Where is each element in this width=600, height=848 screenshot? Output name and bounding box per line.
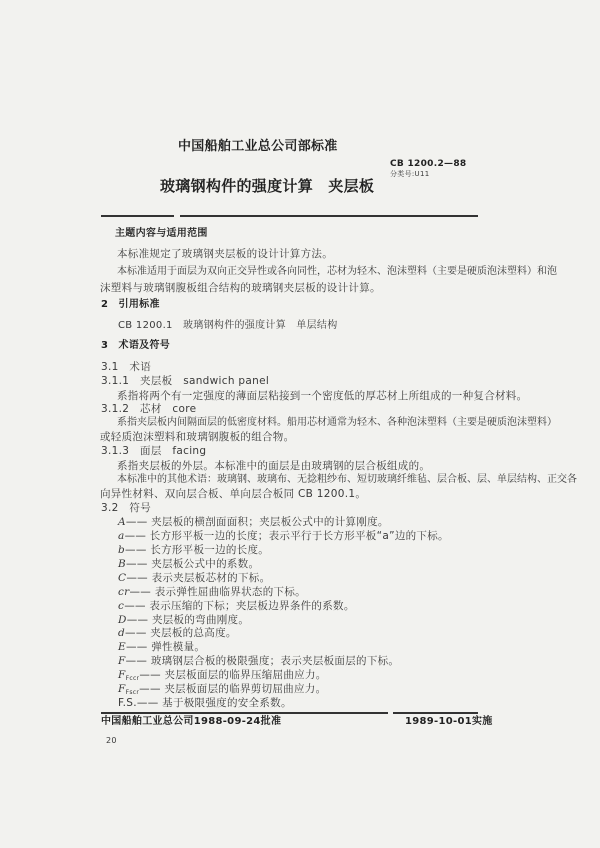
symbol-description: —— 夹层板公式中的系数。 [126, 558, 260, 570]
symbol-description: —— 基于极限强度的安全系数。 [136, 697, 292, 709]
symbol-description: —— 夹层板面层的临界剪切屈曲应力。 [139, 683, 327, 695]
symbol: F [118, 669, 126, 681]
symbol-description: —— 表示夹层板芯材的下标。 [126, 572, 271, 584]
org-standard: 中国船舶工业总公司部标准 [178, 139, 338, 154]
symbol-item [118, 641, 205, 653]
symbol-description: —— 夹层板的弯曲刚度。 [126, 614, 250, 626]
symbol: F [118, 655, 126, 667]
symbol-item [118, 614, 249, 626]
other-terms: 本标准中的其他术语：玻璃钢、玻璃布、无捻粗纱布、短切玻璃纤维毡、层合板、层、单层结构、正交各 [117, 474, 577, 485]
symbol-item [118, 697, 292, 709]
term-definition: 系指夹层板的外层。本标准中的面层是由玻璃钢的层合板组成的。 [117, 460, 431, 472]
symbol-item [118, 655, 399, 667]
term-definition: 系指将两个有一定强度的薄面层粘接到一个密度低的厚芯材上所组成的一种复合材料。 [117, 390, 528, 402]
symbol-item [118, 544, 269, 556]
symbol: c [118, 600, 125, 612]
term-heading: 3.1.3 面层 facing [101, 445, 207, 457]
symbol: C [118, 572, 127, 584]
term-definition: 系指夹层板内间隔面层的低密度材料。船用芯材通常为轻木、各种泡沫塑料（主要是硬质泡沫塑料） [117, 417, 557, 428]
symbol-subscript: Fscr [125, 689, 140, 696]
section-1-heading: 主题内容与适用范围 [115, 228, 208, 239]
symbol: d [118, 627, 126, 639]
symbol-description: —— 表示压缩的下标；夹层板边界条件的系数。 [124, 600, 355, 612]
symbol-description: —— 夹层板的横剖面面积；夹层板公式中的计算刚度。 [125, 516, 389, 528]
header-rule [180, 215, 478, 217]
symbol-item [118, 530, 449, 542]
symbol-item [118, 516, 389, 528]
subsection-heading: 3.2 符号 [101, 502, 151, 514]
standard-code: CB 1200.2—88 [390, 159, 467, 169]
symbol: F.S. [118, 697, 137, 709]
reference-standard: CB 1200.1 玻璃钢构件的强度计算 单层结构 [118, 320, 338, 331]
other-terms: 向异性材料、双向层合板、单向层合板同 CB 1200.1。 [100, 488, 367, 500]
symbol-description: —— 玻璃钢层合板的极限强度；表示夹层板面层的下标。 [125, 655, 400, 667]
symbol: A [118, 516, 126, 528]
term-definition: 或轻质泡沫塑料和玻璃钢腹板的组合物。 [100, 431, 295, 443]
footer-rule [393, 712, 478, 714]
subsection-heading: 3.1 术语 [101, 361, 151, 373]
term-heading: 3.1.2 芯材 core [101, 403, 197, 415]
symbol-item [118, 627, 237, 639]
symbol-description: —— 长方形平板一边的长度；表示平行于长方形平板“a”边的下标。 [124, 530, 449, 542]
effective-date: 1989-10-01实施 [405, 716, 493, 727]
symbol-description: —— 表示弹性屈曲临界状态的下标。 [129, 586, 306, 598]
symbol: b [118, 544, 126, 556]
section-3-heading: 3 术语及符号 [101, 340, 171, 351]
header-rule [101, 215, 174, 217]
symbol-description: —— 夹层板的总高度。 [125, 627, 237, 639]
term-heading: 3.1.1 夹层板 sandwich panel [101, 375, 270, 387]
symbol: F [118, 683, 126, 695]
symbol-description: —— 弹性模量。 [125, 641, 206, 653]
symbol-item [118, 558, 259, 570]
paragraph: 本标准规定了玻璃钢夹层板的设计计算方法。 [117, 248, 333, 260]
footer-rule [101, 712, 388, 714]
symbol-item [118, 586, 306, 598]
symbol-description: —— 夹层板面层的临界压缩屈曲应力。 [139, 669, 327, 681]
page-number: 20 [106, 736, 117, 745]
symbol: cr [118, 586, 130, 598]
symbol: E [118, 641, 126, 653]
section-2-heading: 2 引用标准 [101, 299, 160, 310]
symbol: B [118, 558, 127, 570]
symbol: D [118, 614, 127, 626]
paragraph: 本标准适用于面层为双向正交异性或各向同性，芯材为轻木、泡沫塑料（主要是硬质泡沫塑料）和泡 [117, 266, 557, 277]
document-title: 玻璃钢构件的强度计算 夹层板 [160, 177, 375, 195]
approval-date: 中国船舶工业总公司1988-09-24批准 [101, 716, 282, 727]
symbol: a [118, 530, 125, 542]
symbol-subscript: Fccr [125, 675, 140, 682]
symbol-item [118, 600, 355, 612]
classification-number: 分类号:U11 [390, 170, 430, 178]
symbol-item [118, 572, 270, 584]
symbol-description: —— 长方形平板一边的长度。 [125, 544, 270, 556]
paragraph: 沫塑料与玻璃钢腹板组合结构的玻璃钢夹层板的设计计算。 [100, 282, 381, 294]
